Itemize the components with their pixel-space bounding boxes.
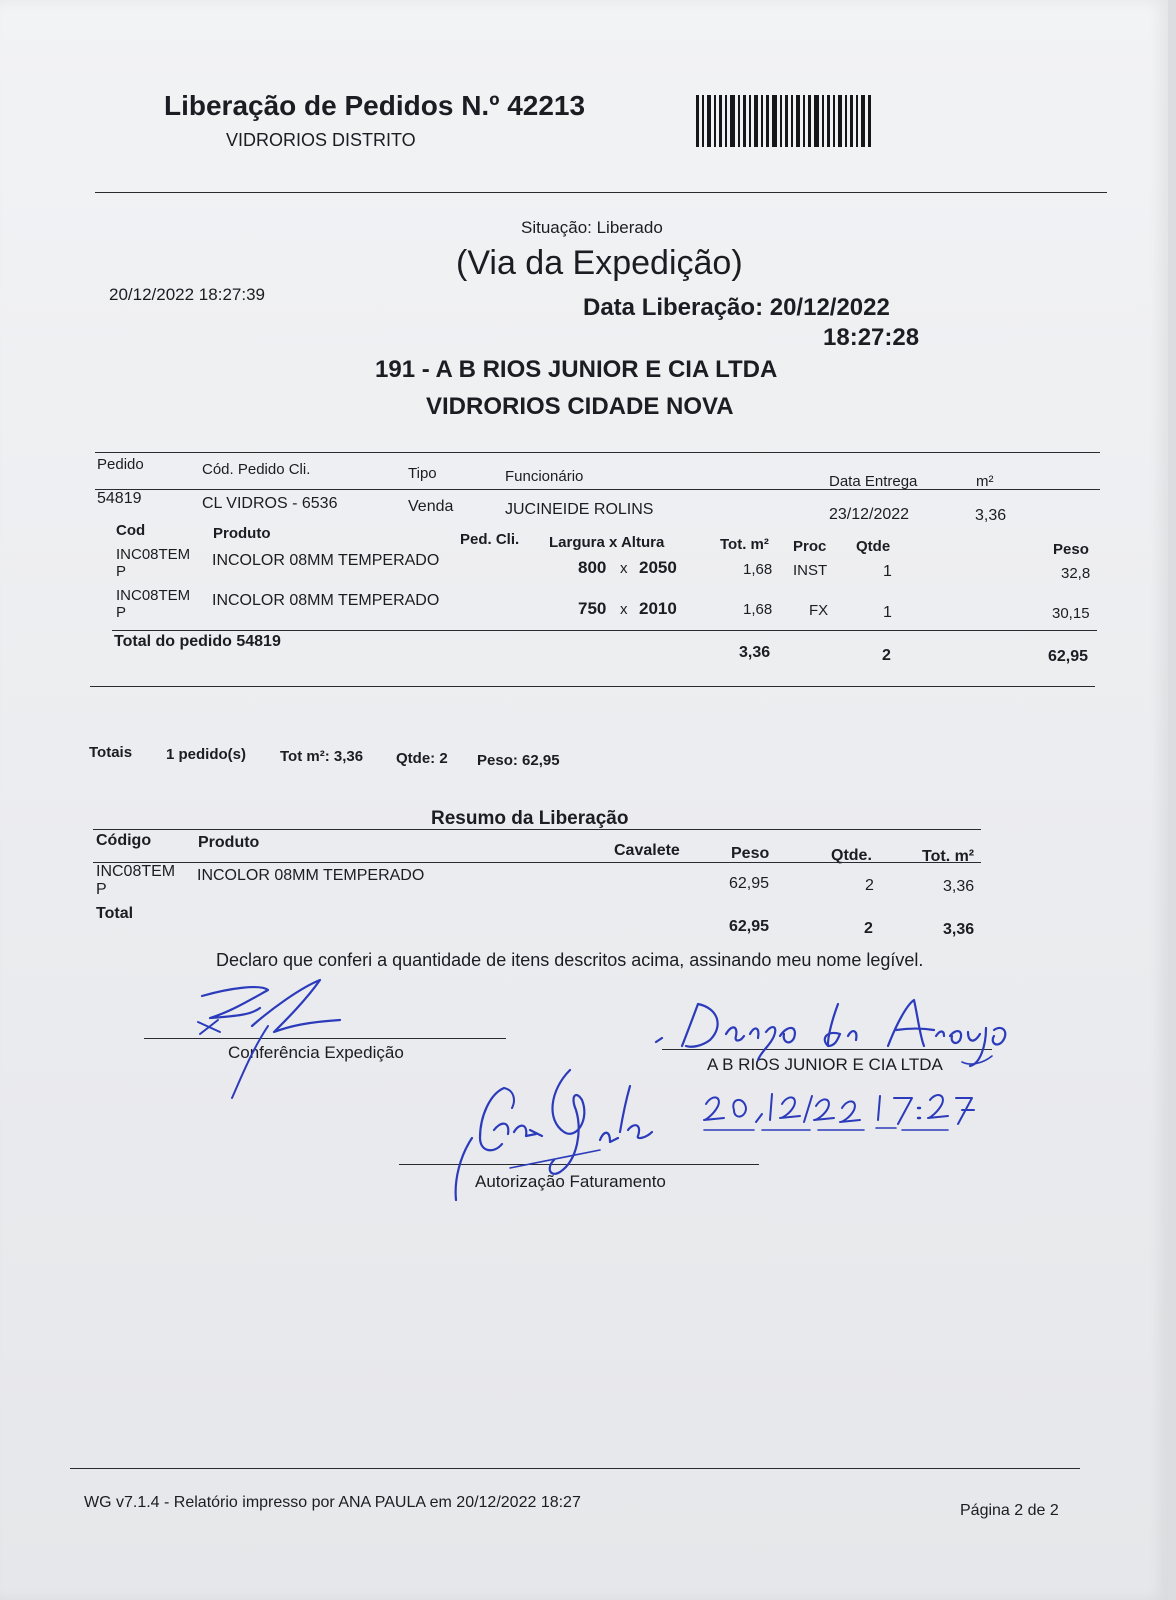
printed-datetime: 20/12/2022 18:27:39 bbox=[109, 285, 265, 304]
item-1-product: INCOLOR 08MM TEMPERADO bbox=[212, 552, 440, 569]
copy-label: (Via da Expedição) bbox=[456, 244, 743, 282]
client-handwritten-signature bbox=[652, 990, 1022, 1070]
col-header-tipo: Tipo bbox=[408, 465, 437, 482]
col-header-funcionario: Funcionário bbox=[505, 468, 584, 485]
order-total-m2: 3,36 bbox=[739, 644, 771, 661]
item-2-tot-m2: 1,68 bbox=[743, 601, 773, 618]
page-number: Página 2 de 2 bbox=[960, 1502, 1059, 1519]
summary-header-rule bbox=[93, 862, 981, 863]
client-order-code: CL VIDROS - 6536 bbox=[202, 495, 338, 512]
item-1-proc: INST bbox=[793, 562, 828, 579]
item-1-code: INC08TEM P bbox=[116, 546, 191, 580]
conferencia-label: Conferência Expedição bbox=[228, 1043, 404, 1062]
client-branch: VIDRORIOS CIDADE NOVA bbox=[426, 393, 734, 420]
client-name: 191 - A B RIOS JUNIOR E CIA LTDA bbox=[375, 356, 778, 383]
conferencia-handwritten-signature bbox=[190, 970, 360, 1100]
item-header-proc: Proc bbox=[793, 538, 827, 555]
item-header-produto: Produto bbox=[213, 525, 271, 542]
delivery-date: 23/12/2022 bbox=[829, 506, 910, 523]
item-header-qtde: Qtde bbox=[856, 538, 891, 555]
summary-total-qtde: 2 bbox=[864, 920, 873, 937]
totals-orders: 1 pedido(s) bbox=[166, 746, 247, 763]
report-title: Liberação de Pedidos N.º 42213 bbox=[164, 90, 586, 121]
item-1-height: 2050 bbox=[639, 558, 677, 577]
header-divider bbox=[95, 192, 1107, 193]
item-header-tot-m2: Tot. m² bbox=[720, 536, 769, 553]
item-2-code: INC08TEM P bbox=[116, 587, 191, 621]
summary-header-tot-m2: Tot. m² bbox=[922, 848, 975, 865]
order-total-rule bbox=[112, 630, 1097, 631]
item-header-peso: Peso bbox=[1053, 541, 1089, 558]
summary-total-tot-m2: 3,36 bbox=[943, 921, 975, 938]
release-time: 18:27:28 bbox=[823, 324, 920, 351]
totals-qtde: Qtde: 2 bbox=[396, 750, 448, 767]
item-header-cod: Cod bbox=[116, 522, 146, 539]
col-header-cod-cli: Cód. Pedido Cli. bbox=[202, 461, 311, 478]
footer-divider bbox=[70, 1468, 1080, 1469]
summary-row-product: INCOLOR 08MM TEMPERADO bbox=[197, 867, 425, 884]
item-2-qtde: 1 bbox=[883, 604, 892, 621]
item-1-width: 800 bbox=[578, 558, 607, 577]
order-total-label: Total do pedido 54819 bbox=[114, 633, 281, 650]
col-header-pedido: Pedido bbox=[97, 456, 144, 473]
col-header-data-entrega: Data Entrega bbox=[829, 473, 918, 490]
order-total-peso: 62,95 bbox=[1048, 648, 1089, 665]
summary-top-rule bbox=[93, 829, 981, 830]
employee-name: JUCINEIDE ROLINS bbox=[505, 501, 654, 518]
item-2-peso: 30,15 bbox=[1052, 605, 1090, 622]
item-2-product: INCOLOR 08MM TEMPERADO bbox=[212, 592, 440, 609]
summary-total-label: Total bbox=[96, 905, 134, 922]
order-m2: 3,36 bbox=[975, 507, 1007, 524]
totals-peso: Peso: 62,95 bbox=[477, 752, 560, 769]
item-2-times: x bbox=[620, 601, 628, 618]
situation-label: Situação: Liberado bbox=[521, 218, 663, 237]
order-type: Venda bbox=[408, 498, 454, 515]
autorizacao-label: Autorização Faturamento bbox=[475, 1172, 666, 1191]
footer-print-info: WG v7.1.4 - Relatório impresso por ANA PAULA em 20/12/2022 18:27 bbox=[84, 1494, 581, 1511]
client-signature-label: A B RIOS JUNIOR E CIA LTDA bbox=[707, 1055, 943, 1074]
col-header-m2: m² bbox=[976, 473, 994, 490]
summary-total-peso: 62,95 bbox=[729, 918, 770, 935]
order-table-bottom-rule bbox=[90, 686, 1095, 687]
report-subtitle: VIDRORIOS DISTRITO bbox=[226, 130, 416, 150]
summary-row-peso: 62,95 bbox=[729, 875, 770, 892]
order-number: 54819 bbox=[97, 490, 142, 507]
item-1-qtde: 1 bbox=[883, 563, 892, 580]
summary-row-tot-m2: 3,36 bbox=[943, 878, 975, 895]
autorizacao-handwritten-signature bbox=[450, 1060, 690, 1208]
item-1-peso: 32,8 bbox=[1061, 565, 1091, 582]
item-1-times: x bbox=[620, 560, 628, 577]
summary-row-qtde: 2 bbox=[865, 877, 874, 894]
item-header-dims: Largura x Altura bbox=[549, 534, 665, 551]
summary-row-code: INC08TEM P bbox=[96, 863, 176, 898]
summary-header-produto: Produto bbox=[198, 834, 260, 851]
release-date: Data Liberação: 20/12/2022 bbox=[583, 294, 890, 321]
item-2-height: 2010 bbox=[639, 599, 677, 618]
totals-label: Totais bbox=[89, 744, 133, 761]
summary-header-codigo: Código bbox=[96, 832, 152, 849]
totals-m2: Tot m²: 3,36 bbox=[280, 748, 364, 765]
order-total-qtde: 2 bbox=[882, 647, 891, 664]
item-header-ped-cli: Ped. Cli. bbox=[460, 531, 520, 548]
item-1-tot-m2: 1,68 bbox=[743, 561, 773, 578]
item-2-proc: FX bbox=[809, 602, 829, 619]
item-2-width: 750 bbox=[578, 599, 607, 618]
summary-title: Resumo da Liberação bbox=[431, 808, 629, 829]
summary-header-cavalete: Cavalete bbox=[614, 842, 680, 859]
declaration-text: Declaro que conferi a quantidade de itens descritos acima, assinando meu nome legível. bbox=[216, 950, 924, 970]
summary-header-peso: Peso bbox=[731, 845, 770, 862]
summary-header-qtde: Qtde. bbox=[831, 847, 872, 864]
handwritten-date-time bbox=[700, 1086, 1020, 1138]
order-table-top-rule bbox=[95, 452, 1100, 453]
barcode bbox=[696, 95, 876, 147]
order-header-rule bbox=[95, 489, 1100, 490]
